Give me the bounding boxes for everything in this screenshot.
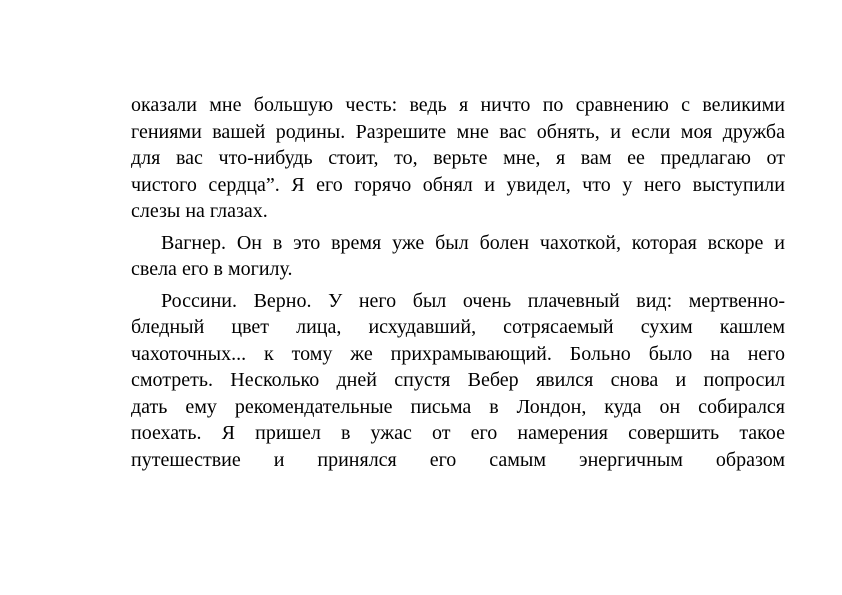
paragraph-1 xyxy=(131,92,785,225)
text-line: чахоточных... к тому же прихрамывающий. Больно было на него xyxy=(131,342,785,365)
text-line: слезы на глазах. xyxy=(131,200,268,222)
paragraph-2 xyxy=(131,230,785,283)
text-line: для вас что-нибудь стоит, то, верьте мне, я вам ее предлагаю от xyxy=(131,147,785,169)
body-text xyxy=(131,92,785,478)
text-line: смотреть. Несколько дней спустя Вебер явился снова и попросил xyxy=(131,369,785,391)
text-line: поехать. Я пришел в ужас от его намерения совершить такое xyxy=(131,422,785,444)
text-line: чистого сердца”. Я его горячо обнял и увидел, что у него выступили xyxy=(131,173,785,196)
text-line: гениями вашей родины. Разрешите мне вас обнять, и если моя дружба xyxy=(131,120,785,143)
text-line: бледный цвет лица, исхудавший, сотрясаемый сухим кашлем xyxy=(131,316,785,338)
text-line: оказали мне большую честь: ведь я ничто по сравнению с великими xyxy=(131,94,785,116)
text-line: дать ему рекомендательные письма в Лондон, куда он собирался xyxy=(131,395,785,418)
text-line: Россини. Верно. У него был очень плачевный вид: мертвенно- xyxy=(161,289,785,312)
text-line: свела его в могилу. xyxy=(131,258,293,280)
paragraph-3 xyxy=(131,288,785,474)
text-line: Вагнер. Он в это время уже был болен чахоткой, которая вскоре и xyxy=(161,231,785,254)
text-line: путешествие и принялся его самым энергичным образом xyxy=(131,448,785,471)
